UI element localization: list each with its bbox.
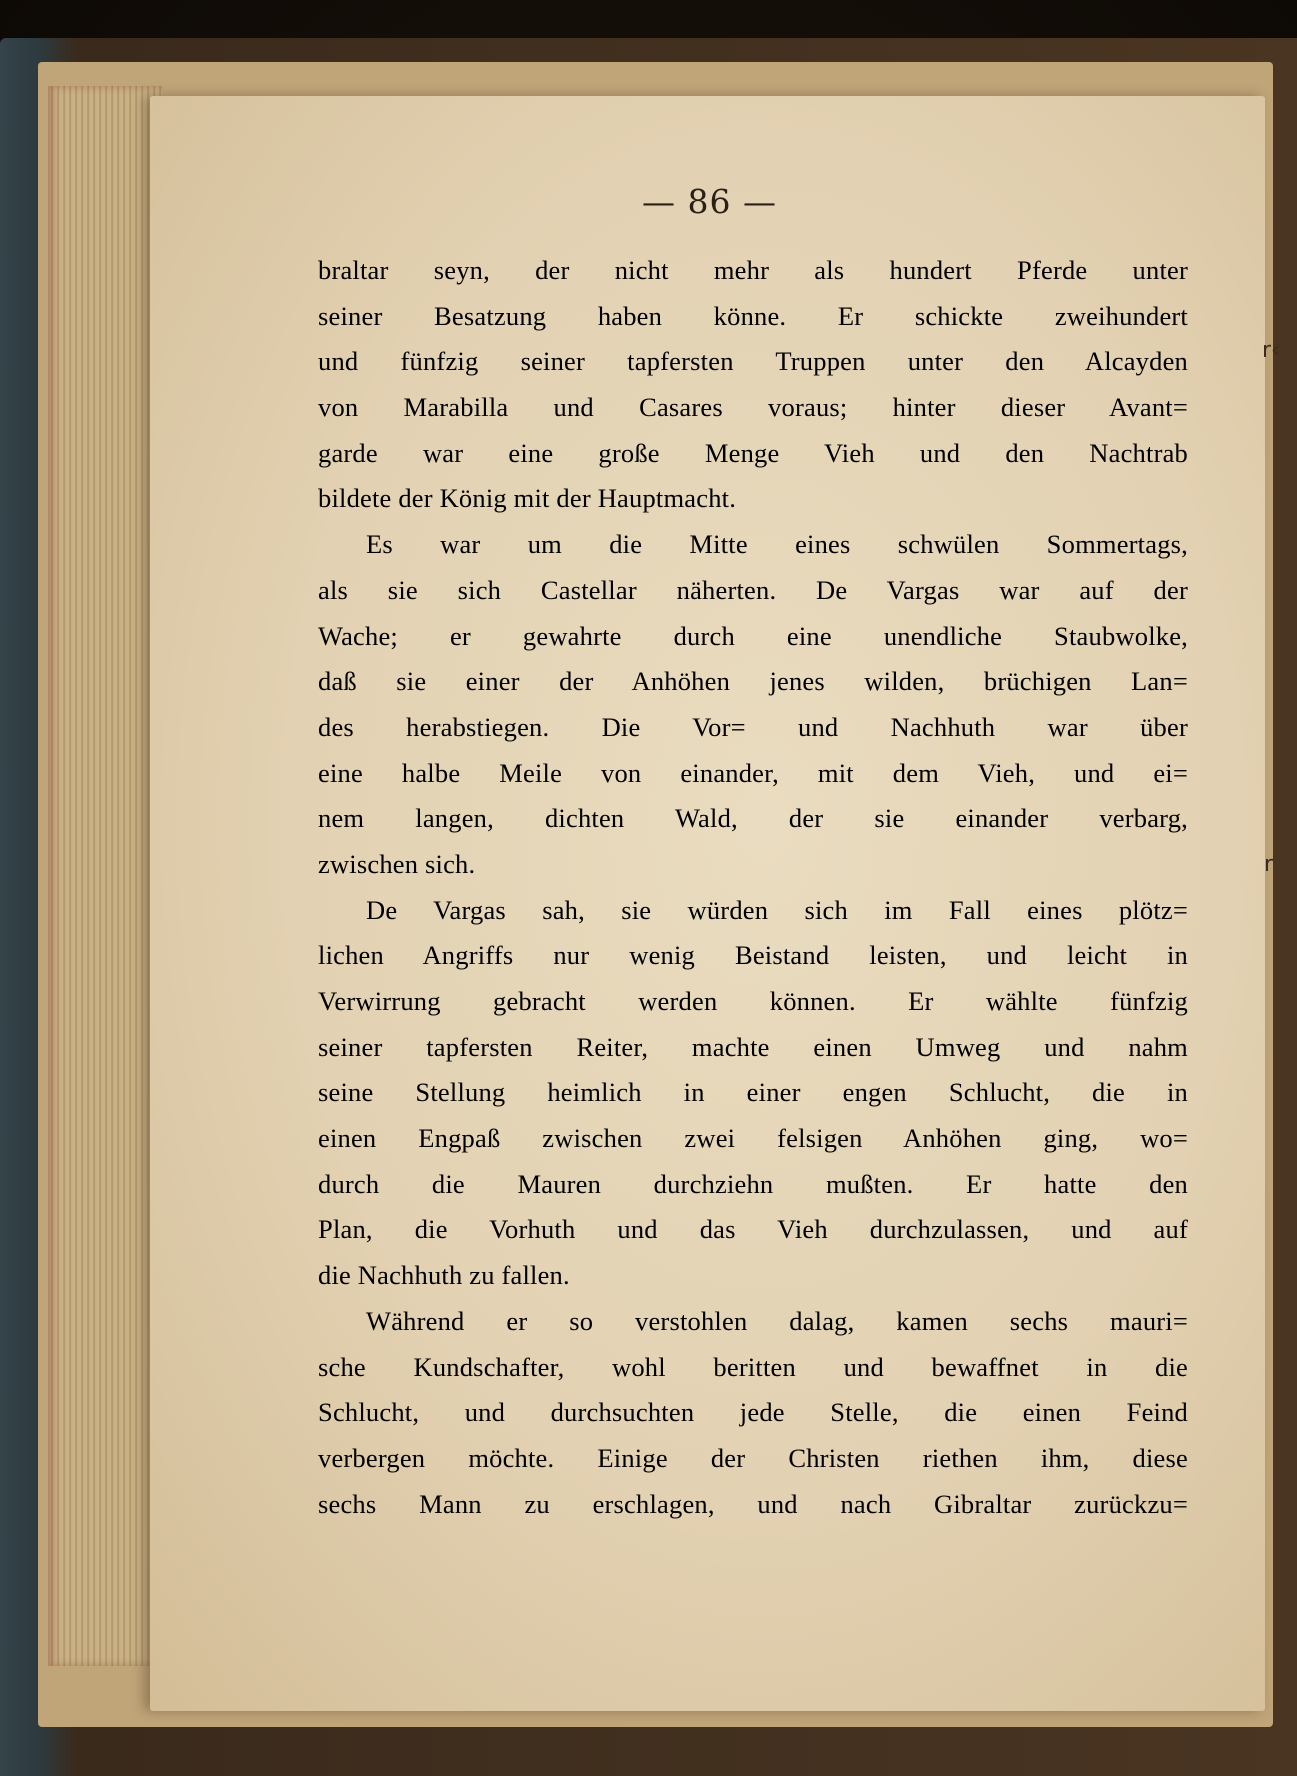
text-line: daß sie einer der Anhöhen jenes wilden, brüchigen Lan= (318, 666, 1188, 697)
text-line: Während er so verstohlen dalag, kamen sechs mauri= (366, 1305, 1188, 1336)
text-line: einen Engpaß zwischen zwei felsigen Anhöhen ging, wo= (318, 1123, 1188, 1154)
text-line: sechs Mann zu erschlagen, und nach Gibraltar zurückzu= (318, 1488, 1188, 1519)
text-line: verbergen möchte. Einige der Christen riethen ihm, diese (318, 1442, 1188, 1473)
page-number: — 86 — (642, 182, 777, 221)
text-line: durch die Mauren durchziehn mußten. Er hatte den (318, 1168, 1188, 1199)
text-line: die Nachhuth zu fallen. (318, 1260, 570, 1291)
text-line: Plan, die Vorhuth und das Vieh durchzulassen, und auf (318, 1214, 1188, 1245)
text-line: Wache; er gewahrte durch eine unendliche Staubwolke, (318, 620, 1188, 651)
text-line: Es war um die Mitte eines schwülen Sommertags, (366, 529, 1188, 560)
text-line: des herabstiegen. Die Vor= und Nachhuth war über (318, 711, 1188, 742)
text-line: sche Kundschafter, wohl beritten und bewaffnet in die (318, 1351, 1188, 1382)
text-line: zwischen sich. (318, 848, 476, 879)
text-line: lichen Angriffs nur wenig Beistand leisten, und leicht in (318, 940, 1188, 971)
margin-mark: r‹ (1262, 338, 1280, 363)
text-line: Verwirrung gebracht werden können. Er wählte fünfzig (318, 986, 1188, 1016)
text-line: seine Stellung heimlich in einer engen Schlucht, die in (318, 1077, 1188, 1108)
text-line: De Vargas sah, sie würden sich im Fall eines plötz= (366, 894, 1188, 925)
text-line: braltar seyn, der nicht mehr als hundert Pferde unter (318, 255, 1188, 285)
text-line: seiner Besatzung haben könne. Er schickte zweihundert (318, 300, 1188, 331)
text-line: bildete der König mit der Hauptmacht. (318, 483, 737, 514)
text-line: nem langen, dichten Wald, der sie einander verbarg, (318, 803, 1188, 834)
text-line: seiner tapfersten Reiter, machte einen Umweg und nahm (318, 1031, 1188, 1062)
text-line: und fünfzig seiner tapfersten Truppen unter den Alcayden (318, 346, 1188, 377)
margin-mark: r (1264, 852, 1274, 877)
text-line: Schlucht, und durchsuchten jede Stelle, die einen Feind (318, 1397, 1188, 1428)
text-line: von Marabilla und Casares voraus; hinter dieser Avant= (318, 392, 1188, 423)
text-line: als sie sich Castellar näherten. De Vargas war auf der (318, 574, 1188, 605)
text-line: eine halbe Meile von einander, mit dem Vieh, und ei= (318, 757, 1188, 788)
page-edges (48, 86, 163, 1666)
body-text (318, 248, 1188, 1527)
text-line: garde war eine große Menge Vieh und den Nachtrab (318, 437, 1188, 468)
